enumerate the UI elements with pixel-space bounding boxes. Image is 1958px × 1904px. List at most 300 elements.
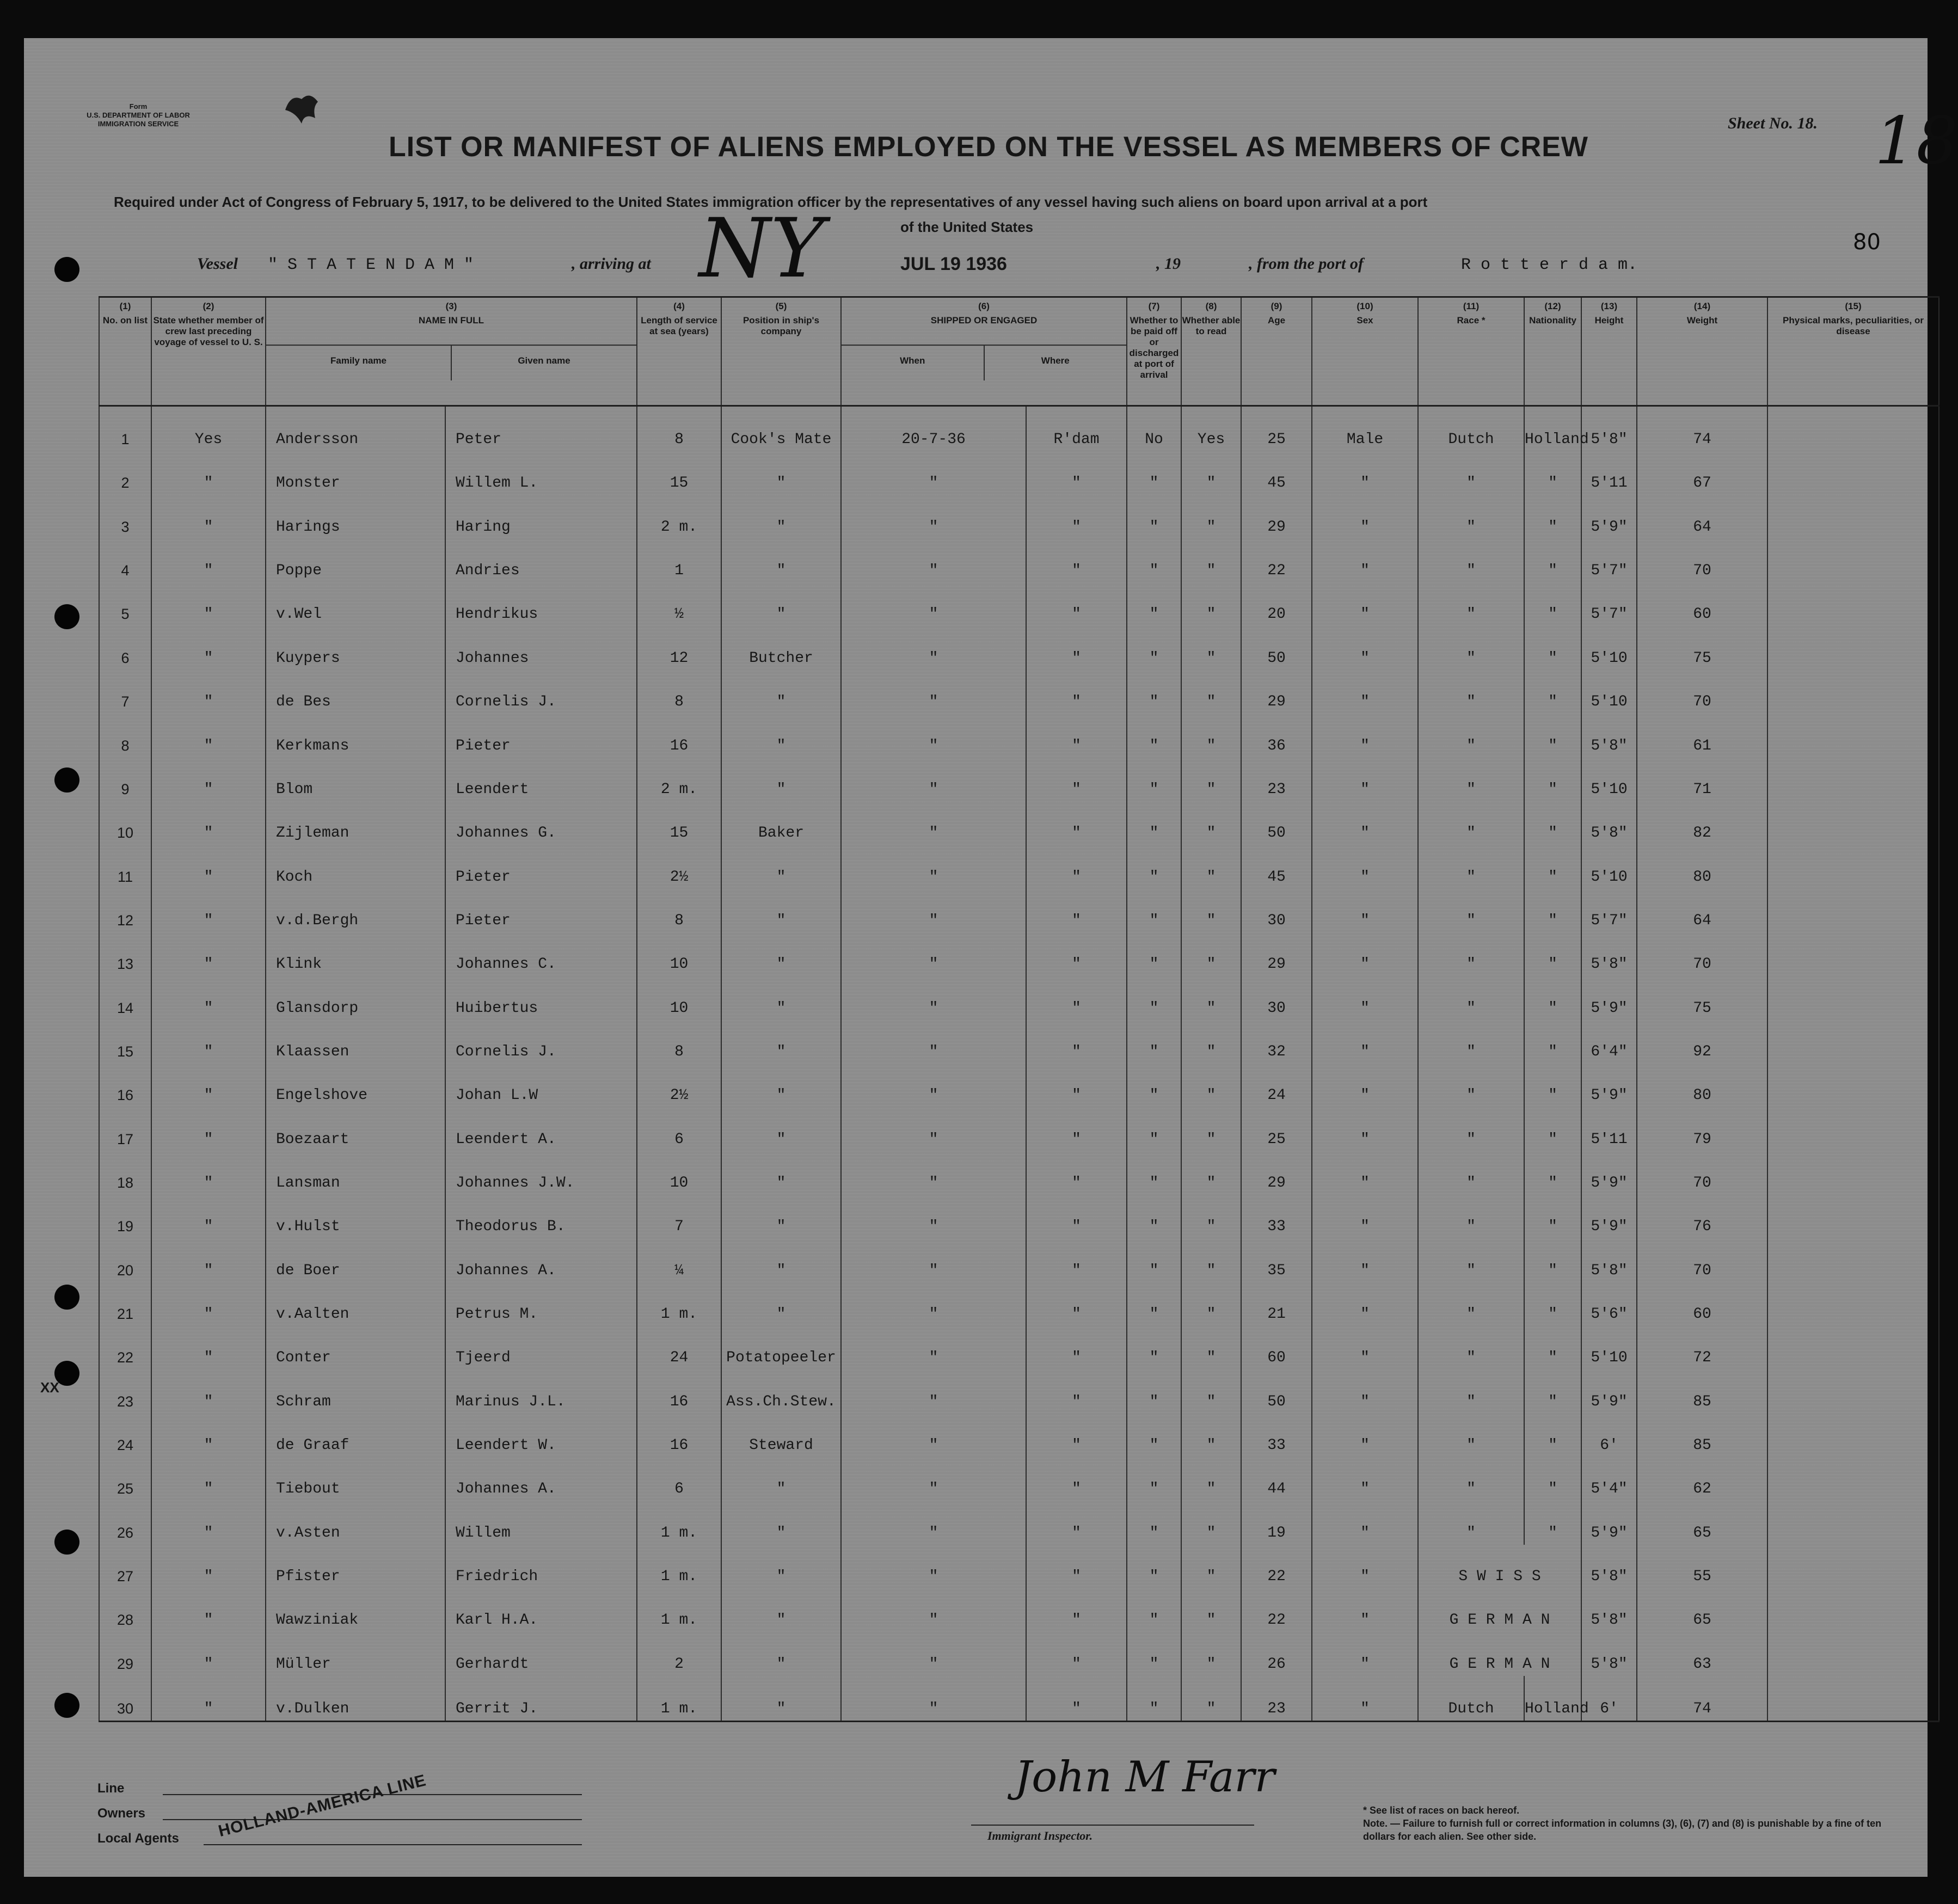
given-name-cell: Andries [445, 539, 637, 582]
given-name-cell: Marinus J.L. [445, 1369, 637, 1413]
given-name-cell: Cornelis J. [445, 670, 637, 714]
able-to-read-cell: " [1181, 1369, 1241, 1413]
nationality-cell: " [1524, 1457, 1581, 1501]
position-cell: " [721, 495, 841, 538]
previous-voyage-cell: " [151, 626, 266, 670]
family-name-cell: Kuypers [266, 626, 445, 670]
table-header-row [99, 297, 1939, 406]
shipped-when-cell: " [841, 1282, 1026, 1326]
height-cell: 5'8" [1581, 406, 1637, 452]
table-row [99, 539, 1939, 582]
race-cell: " [1418, 932, 1524, 976]
row-number-cell: 28 [99, 1588, 151, 1632]
race-cell: G E R M A N [1418, 1632, 1581, 1675]
shipped-where-cell: " [1026, 1676, 1127, 1722]
height-cell: 5'8" [1581, 801, 1637, 845]
sex-cell: " [1312, 758, 1418, 801]
punch-hole [54, 257, 79, 282]
paid-off-cell: " [1127, 670, 1181, 714]
paid-off-cell: " [1127, 1545, 1181, 1588]
previous-voyage-cell: " [151, 1588, 266, 1632]
table-row [99, 889, 1939, 932]
paid-off-cell: " [1127, 714, 1181, 757]
shipped-where-cell: " [1026, 451, 1127, 495]
race-cell: " [1418, 1195, 1524, 1238]
column-header-no: (1) No. on list [99, 297, 151, 406]
nationality-cell: " [1524, 976, 1581, 1019]
local-agents-label: Local Agents [97, 1831, 179, 1846]
paid-off-cell: " [1127, 976, 1181, 1019]
position-cell: " [721, 758, 841, 801]
column-header-nationality: (12) Nationality [1524, 297, 1581, 406]
given-name-cell: Willem [445, 1501, 637, 1544]
row-number-cell: 29 [99, 1632, 151, 1675]
height-cell: 5'10 [1581, 626, 1637, 670]
family-name-cell: Harings [266, 495, 445, 538]
sex-cell: " [1312, 932, 1418, 976]
column-header-given-name: Given name [451, 346, 636, 380]
previous-voyage-cell: " [151, 1195, 266, 1238]
family-name-cell: Boezaart [266, 1107, 445, 1151]
previous-voyage-cell: " [151, 1457, 266, 1501]
row-number-cell: 2 [99, 451, 151, 495]
table-row [99, 406, 1939, 452]
shipped-where-cell: R'dam [1026, 406, 1127, 452]
given-name-cell: Karl H.A. [445, 1588, 637, 1632]
service-length-cell: 1 m. [637, 1588, 721, 1632]
shipped-when-cell: " [841, 801, 1026, 845]
family-name-cell: v.Dulken [266, 1676, 445, 1722]
age-cell: 33 [1241, 1195, 1312, 1238]
nationality-cell: " [1524, 845, 1581, 888]
shipped-when-cell: " [841, 495, 1026, 538]
shipped-where-cell: " [1026, 889, 1127, 932]
weight-cell: 92 [1637, 1020, 1767, 1064]
race-cell: " [1418, 1064, 1524, 1107]
table-row [99, 626, 1939, 670]
height-cell: 5'9" [1581, 1501, 1637, 1544]
column-header-read: (8) Whether able to read [1181, 297, 1241, 406]
sex-cell: " [1312, 495, 1418, 538]
nationality-cell: " [1524, 1195, 1581, 1238]
position-cell: Ass.Ch.Stew. [721, 1369, 841, 1413]
sex-cell: " [1312, 1676, 1418, 1722]
shipped-where-cell: " [1026, 1369, 1127, 1413]
family-name-cell: v.Hulst [266, 1195, 445, 1238]
subtitle-line-2: of the United States [900, 219, 1034, 235]
service-length-cell: 8 [637, 670, 721, 714]
sex-cell: " [1312, 582, 1418, 626]
height-cell: 5'9" [1581, 495, 1637, 538]
row-number-cell: 4 [99, 539, 151, 582]
physical-marks-cell [1767, 1064, 1939, 1107]
row-number-cell: 14 [99, 976, 151, 1019]
weight-cell: 80 [1637, 1064, 1767, 1107]
nationality-cell: " [1524, 1151, 1581, 1195]
weight-cell: 70 [1637, 932, 1767, 976]
height-cell: 5'9" [1581, 1195, 1637, 1238]
family-name-cell: Andersson [266, 406, 445, 452]
row-number-cell: 16 [99, 1064, 151, 1107]
height-cell: 5'9" [1581, 1151, 1637, 1195]
service-length-cell: 8 [637, 406, 721, 452]
service-length-cell: 15 [637, 451, 721, 495]
paid-off-cell: " [1127, 845, 1181, 888]
given-name-cell: Johannes [445, 626, 637, 670]
handwritten-page-number: 80 [1853, 230, 1881, 255]
height-cell: 5'8" [1581, 1238, 1637, 1282]
service-length-cell: 16 [637, 714, 721, 757]
row-number-cell: 25 [99, 1457, 151, 1501]
nationality-cell: " [1524, 1326, 1581, 1369]
position-cell: " [721, 1501, 841, 1544]
vessel-label: Vessel [197, 255, 238, 273]
family-name-cell: Müller [266, 1632, 445, 1675]
age-cell: 50 [1241, 801, 1312, 845]
column-header-height: (13) Height [1581, 297, 1637, 406]
races-note: * See list of races on back hereof. [1363, 1805, 1520, 1816]
nationality-cell: " [1524, 714, 1581, 757]
shipped-when-cell: " [841, 1326, 1026, 1369]
height-cell: 5'4" [1581, 1457, 1637, 1501]
height-cell: 6' [1581, 1414, 1637, 1457]
previous-voyage-cell: " [151, 1414, 266, 1457]
weight-cell: 65 [1637, 1588, 1767, 1632]
service-length-cell: 8 [637, 889, 721, 932]
service-length-cell: 16 [637, 1414, 721, 1457]
shipped-when-cell: " [841, 1195, 1026, 1238]
paid-off-cell: " [1127, 626, 1181, 670]
nationality-cell: " [1524, 626, 1581, 670]
weight-cell: 75 [1637, 976, 1767, 1019]
shipped-when-cell: " [841, 1676, 1026, 1722]
document-title: LIST OR MANIFEST OF ALIENS EMPLOYED ON THE VESSEL AS MEMBERS OF CREW [389, 131, 1588, 163]
nationality-cell: " [1524, 801, 1581, 845]
weight-cell: 70 [1637, 670, 1767, 714]
column-header-age: (9) Age [1241, 297, 1312, 406]
able-to-read-cell: " [1181, 714, 1241, 757]
able-to-read-cell: " [1181, 1632, 1241, 1675]
physical-marks-cell [1767, 889, 1939, 932]
vessel-name: " S T A T E N D A M " [268, 256, 474, 274]
weight-cell: 71 [1637, 758, 1767, 801]
sex-cell: " [1312, 714, 1418, 757]
nationality-cell: " [1524, 539, 1581, 582]
weight-cell: 60 [1637, 1282, 1767, 1326]
able-to-read-cell: " [1181, 1238, 1241, 1282]
row-number-cell: 24 [99, 1414, 151, 1457]
height-cell: 5'8" [1581, 932, 1637, 976]
table-row [99, 582, 1939, 626]
family-name-cell: Zijleman [266, 801, 445, 845]
service-length-cell: 2½ [637, 845, 721, 888]
age-cell: 22 [1241, 1588, 1312, 1632]
service-length-cell: 10 [637, 1151, 721, 1195]
age-cell: 20 [1241, 582, 1312, 626]
race-cell: " [1418, 495, 1524, 538]
shipped-where-cell: " [1026, 539, 1127, 582]
age-cell: 22 [1241, 539, 1312, 582]
position-cell: Cook's Mate [721, 406, 841, 452]
table-row [99, 1107, 1939, 1151]
sex-cell: Male [1312, 406, 1418, 452]
given-name-cell: Johannes A. [445, 1238, 637, 1282]
physical-marks-cell [1767, 582, 1939, 626]
shipped-when-cell: " [841, 1020, 1026, 1064]
sex-cell: " [1312, 670, 1418, 714]
weight-cell: 85 [1637, 1414, 1767, 1457]
owners-label: Owners [97, 1806, 146, 1821]
weight-cell: 79 [1637, 1107, 1767, 1151]
punch-hole [54, 1693, 79, 1718]
table-row [99, 1457, 1939, 1501]
race-cell: " [1418, 1501, 1524, 1544]
family-name-cell: Engelshove [266, 1064, 445, 1107]
family-name-cell: Klaassen [266, 1020, 445, 1064]
physical-marks-cell [1767, 406, 1939, 452]
paid-off-cell: " [1127, 539, 1181, 582]
physical-marks-cell [1767, 976, 1939, 1019]
paid-off-cell: " [1127, 758, 1181, 801]
physical-marks-cell [1767, 845, 1939, 888]
weight-cell: 70 [1637, 539, 1767, 582]
shipped-where-cell: " [1026, 1501, 1127, 1544]
shipped-where-cell: " [1026, 1326, 1127, 1369]
shipped-where-cell: " [1026, 1588, 1127, 1632]
race-cell: " [1418, 626, 1524, 670]
given-name-cell: Willem L. [445, 451, 637, 495]
age-cell: 35 [1241, 1238, 1312, 1282]
sex-cell: " [1312, 1064, 1418, 1107]
position-cell: " [721, 1588, 841, 1632]
nationality-cell: " [1524, 495, 1581, 538]
table-row [99, 1501, 1939, 1544]
service-length-cell: 8 [637, 1020, 721, 1064]
sex-cell: " [1312, 1107, 1418, 1151]
shipped-where-cell: " [1026, 495, 1127, 538]
column-header-physical-marks: (15) Physical marks, peculiarities, or disease [1767, 297, 1939, 406]
position-cell: " [721, 1632, 841, 1675]
sex-cell: " [1312, 845, 1418, 888]
able-to-read-cell: " [1181, 1064, 1241, 1107]
previous-voyage-cell: " [151, 758, 266, 801]
physical-marks-cell [1767, 1238, 1939, 1282]
weight-cell: 80 [1637, 845, 1767, 888]
height-cell: 5'10 [1581, 845, 1637, 888]
previous-voyage-cell: " [151, 1020, 266, 1064]
column-header-position: (5) Position in ship's company [721, 297, 841, 406]
inspector-signature: John M Farr [1015, 1753, 1275, 1802]
age-cell: 50 [1241, 626, 1312, 670]
given-name-cell: Huibertus [445, 976, 637, 1019]
weight-cell: 64 [1637, 495, 1767, 538]
age-cell: 29 [1241, 932, 1312, 976]
row-number-cell: 9 [99, 758, 151, 801]
shipped-when-cell: " [841, 1151, 1026, 1195]
given-name-cell: Cornelis J. [445, 1020, 637, 1064]
table-row [99, 1064, 1939, 1107]
sex-cell: " [1312, 1020, 1418, 1064]
punch-hole [54, 604, 79, 629]
previous-voyage-cell: " [151, 1545, 266, 1588]
able-to-read-cell: " [1181, 1501, 1241, 1544]
able-to-read-cell: " [1181, 1195, 1241, 1238]
previous-voyage-cell: " [151, 801, 266, 845]
height-cell: 5'9" [1581, 1369, 1637, 1413]
column-header-shipped: (6) SHIPPED OR ENGAGED When Where [841, 297, 1127, 406]
height-cell: 5'8" [1581, 1588, 1637, 1632]
row-number-cell: 5 [99, 582, 151, 626]
table-row [99, 1326, 1939, 1369]
paid-off-cell: " [1127, 1676, 1181, 1722]
service-name: IMMIGRATION SERVICE [97, 120, 179, 128]
shipped-when-cell: " [841, 1107, 1026, 1151]
table-row [99, 1151, 1939, 1195]
shipped-when-cell: " [841, 1238, 1026, 1282]
family-name-cell: Pfister [266, 1545, 445, 1588]
department-name: U.S. DEPARTMENT OF LABOR [87, 111, 190, 119]
shipped-when-cell: " [841, 626, 1026, 670]
position-cell: " [721, 1020, 841, 1064]
sex-cell: " [1312, 1369, 1418, 1413]
nationality-cell: " [1524, 1107, 1581, 1151]
family-name-cell: Koch [266, 845, 445, 888]
previous-voyage-cell: " [151, 1064, 266, 1107]
weight-cell: 63 [1637, 1632, 1767, 1675]
height-cell: 5'7" [1581, 889, 1637, 932]
family-name-cell: v.Asten [266, 1501, 445, 1544]
shipped-when-cell: " [841, 976, 1026, 1019]
given-name-cell: Leendert A. [445, 1107, 637, 1151]
shipped-when-cell: " [841, 758, 1026, 801]
service-length-cell: ½ [637, 582, 721, 626]
family-name-cell: Poppe [266, 539, 445, 582]
column-header-sex: (10) Sex [1312, 297, 1418, 406]
footnote [1363, 1804, 1907, 1843]
inspector-label: Immigrant Inspector. [987, 1829, 1093, 1842]
race-cell: " [1418, 1107, 1524, 1151]
shipped-where-cell: " [1026, 1457, 1127, 1501]
position-cell: " [721, 845, 841, 888]
physical-marks-cell [1767, 539, 1939, 582]
nationality-cell: " [1524, 758, 1581, 801]
sex-cell: " [1312, 1457, 1418, 1501]
able-to-read-cell: " [1181, 1676, 1241, 1722]
given-name-cell: Pieter [445, 889, 637, 932]
able-to-read-cell: " [1181, 889, 1241, 932]
age-cell: 36 [1241, 714, 1312, 757]
sex-cell: " [1312, 1501, 1418, 1544]
position-cell: " [721, 1107, 841, 1151]
physical-marks-cell [1767, 1545, 1939, 1588]
able-to-read-cell: " [1181, 1457, 1241, 1501]
age-cell: 19 [1241, 1501, 1312, 1544]
race-cell: " [1418, 1457, 1524, 1501]
physical-marks-cell [1767, 758, 1939, 801]
service-length-cell: 10 [637, 976, 721, 1019]
service-length-cell: 16 [637, 1369, 721, 1413]
paid-off-cell: " [1127, 889, 1181, 932]
height-cell: 5'7" [1581, 582, 1637, 626]
nationality-cell: " [1524, 670, 1581, 714]
given-name-cell: Johannes G. [445, 801, 637, 845]
service-length-cell: 2½ [637, 1064, 721, 1107]
position-cell: " [721, 889, 841, 932]
punch-hole [54, 1530, 79, 1555]
race-cell: " [1418, 451, 1524, 495]
sex-cell: " [1312, 1588, 1418, 1632]
physical-marks-cell [1767, 1457, 1939, 1501]
weight-cell: 74 [1637, 406, 1767, 452]
service-length-cell: 6 [637, 1457, 721, 1501]
signature-rule [971, 1825, 1254, 1826]
previous-voyage-cell: " [151, 889, 266, 932]
service-length-cell: 6 [637, 1107, 721, 1151]
shipped-where-cell: " [1026, 1195, 1127, 1238]
sheet-number: 18. [1797, 114, 1818, 132]
height-cell: 5'6" [1581, 1282, 1637, 1326]
shipped-where-cell: " [1026, 582, 1127, 626]
position-cell: " [721, 1151, 841, 1195]
position-cell: " [721, 1064, 841, 1107]
position-cell: Baker [721, 801, 841, 845]
previous-voyage-cell: " [151, 1282, 266, 1326]
service-length-cell: 1 m. [637, 1545, 721, 1588]
row-number-cell: 20 [99, 1238, 151, 1282]
sex-cell: " [1312, 889, 1418, 932]
row-number-cell: 17 [99, 1107, 151, 1151]
race-cell: " [1418, 1369, 1524, 1413]
able-to-read-cell: " [1181, 801, 1241, 845]
row-number-cell: 10 [99, 801, 151, 845]
previous-voyage-cell: " [151, 1151, 266, 1195]
shipped-where-cell: " [1026, 1414, 1127, 1457]
physical-marks-cell [1767, 1414, 1939, 1457]
agents-rule [204, 1844, 582, 1845]
sex-cell: " [1312, 1326, 1418, 1369]
row-number-cell: 22 [99, 1326, 151, 1369]
physical-marks-cell [1767, 1020, 1939, 1064]
shipped-where-cell: " [1026, 1632, 1127, 1675]
weight-cell: 55 [1637, 1545, 1767, 1588]
given-name-cell: Johannes J.W. [445, 1151, 637, 1195]
age-cell: 21 [1241, 1282, 1312, 1326]
position-cell: " [721, 582, 841, 626]
given-name-cell: Petrus M. [445, 1282, 637, 1326]
able-to-read-cell: " [1181, 670, 1241, 714]
row-number-cell: 15 [99, 1020, 151, 1064]
row-number-cell: 21 [99, 1282, 151, 1326]
crew-manifest-table [99, 296, 1939, 1722]
sex-cell: " [1312, 1414, 1418, 1457]
age-cell: 29 [1241, 1151, 1312, 1195]
race-cell: S W I S S [1418, 1545, 1581, 1588]
paid-off-cell: " [1127, 1064, 1181, 1107]
physical-marks-cell [1767, 714, 1939, 757]
sex-cell: " [1312, 801, 1418, 845]
nationality-cell: " [1524, 1238, 1581, 1282]
given-name-cell: Johannes A. [445, 1457, 637, 1501]
previous-voyage-cell: " [151, 1632, 266, 1675]
able-to-read-cell: " [1181, 582, 1241, 626]
height-cell: 5'9" [1581, 976, 1637, 1019]
race-cell: " [1418, 1238, 1524, 1282]
position-cell: " [721, 1238, 841, 1282]
row-number-cell: 6 [99, 626, 151, 670]
able-to-read-cell: " [1181, 626, 1241, 670]
sheet-number-label [1728, 114, 1818, 133]
able-to-read-cell: " [1181, 1326, 1241, 1369]
